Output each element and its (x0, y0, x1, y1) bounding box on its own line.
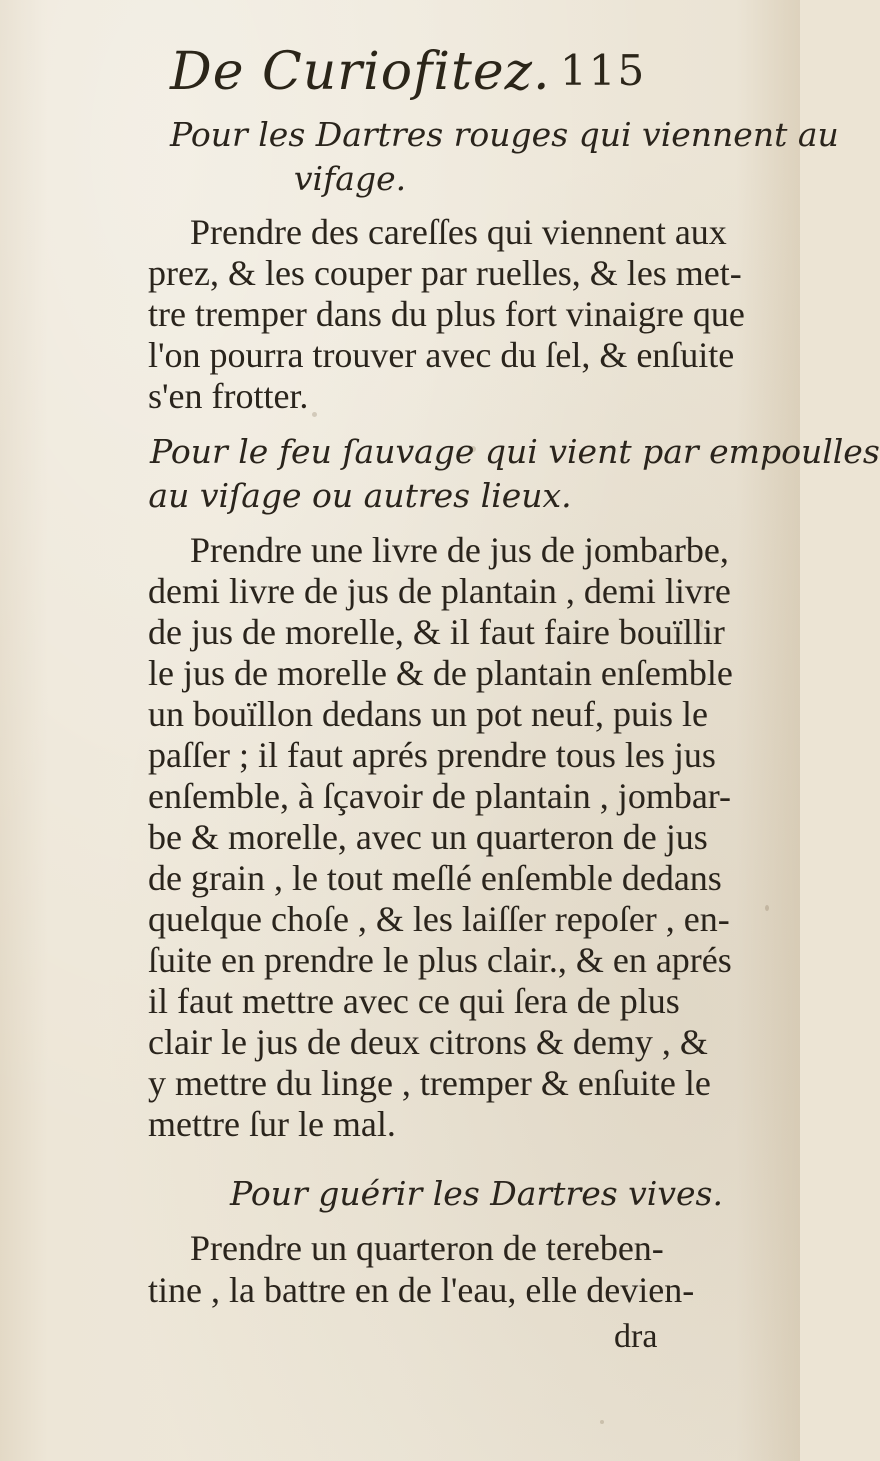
body-line: be & morelle, avec un quarteron de jus (148, 817, 708, 857)
section-heading (148, 430, 880, 518)
body-line: de grain , le tout meſlé enſemble dedans (148, 858, 722, 898)
running-head-title: De Curiofitez. (170, 42, 551, 102)
catchword: dra (614, 1318, 658, 1355)
body-line: clair le jus de deux citrons & demy , & (148, 1022, 708, 1062)
body-line: s'en frotter. (148, 376, 309, 416)
paper-spot (765, 905, 769, 911)
section-heading (230, 1172, 723, 1216)
body-line: enſemble, à ſçavoir de plantain , jombar- (148, 776, 732, 816)
body-line: Prendre une livre de jus de jombarbe, (190, 530, 729, 570)
body-line: le jus de morelle & de plantain enſemble (148, 653, 733, 693)
body-line: Prendre des careſſes qui viennent aux (190, 212, 727, 252)
section-heading (170, 113, 839, 201)
body-line: demi livre de jus de plantain , demi livre (148, 571, 731, 611)
body-line: paſſer ; il faut aprés prendre tous les jus (148, 735, 716, 775)
running-head (0, 42, 800, 102)
body-line: tre tremper dans du plus fort vinaigre que (148, 294, 745, 334)
body-line: l'on pourra trouver avec du ſel, & enſuite (148, 335, 735, 375)
body-line: il faut mettre avec ce qui ſera de plus (148, 981, 680, 1021)
section-heading-line: Pour les Dartres rouges qui viennent au (170, 115, 839, 154)
page-number: 115 (560, 46, 647, 95)
body-line: y mettre du linge , tremper & enſuite le (148, 1063, 711, 1103)
body-line: ſuite en prendre le plus clair., & en aprés (148, 940, 732, 980)
body-line: mettre ſur le mal. (148, 1104, 396, 1144)
section-heading-line: vifage. (293, 159, 407, 198)
body-line: quelque choſe , & les laiſſer repoſer , en- (148, 899, 730, 939)
body-line: tine , la battre en de l'eau, elle devien- (148, 1270, 695, 1310)
section-heading-line: au viſage ou autres lieux. (148, 476, 572, 515)
body-line: de jus de morelle, & il faut faire bouïllir (148, 612, 725, 652)
section-heading-line: Pour le feu ſauvage qui vient par empoulles (150, 432, 880, 471)
body-line: un bouïllon dedans un pot neuf, puis le (148, 694, 708, 734)
section-heading-line: Pour guérir les Dartres vives. (230, 1174, 723, 1213)
body-line: prez, & les couper par ruelles, & les met- (148, 253, 742, 293)
body-line: Prendre un quarteron de tereben- (190, 1228, 664, 1268)
paper-spot (600, 1420, 604, 1424)
